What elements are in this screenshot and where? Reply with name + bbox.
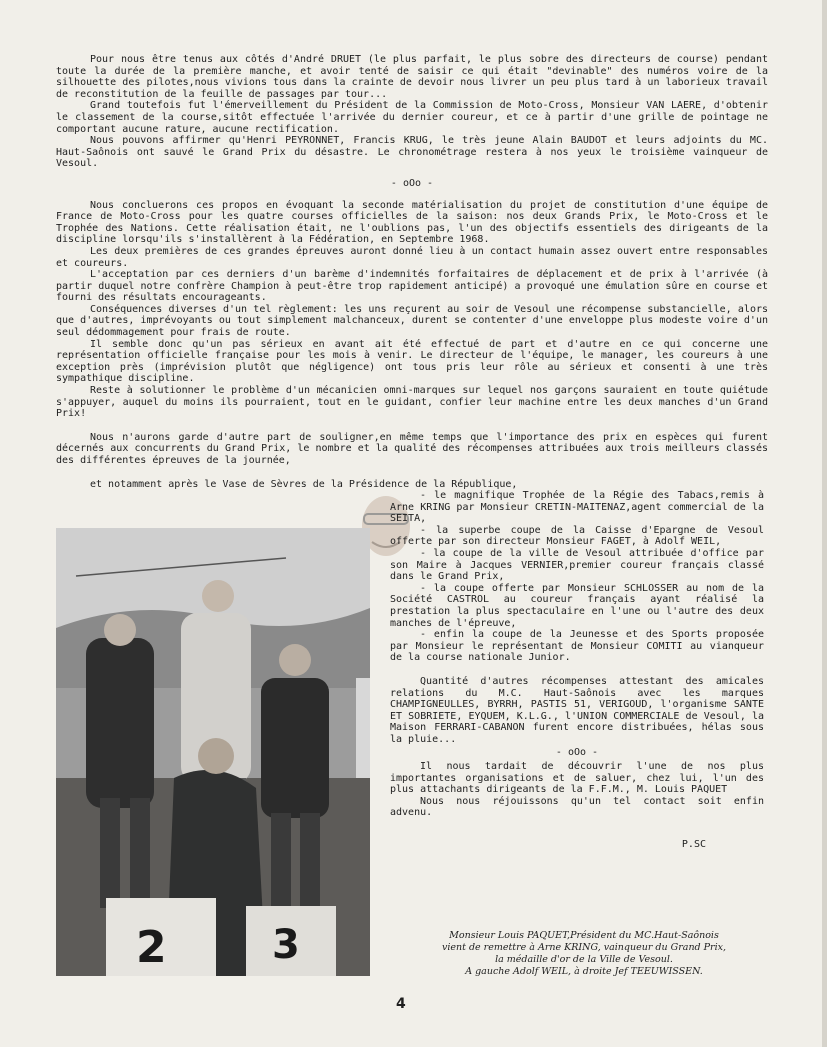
- award-item: - la superbe coupe de la Caisse d'Epargne de Vesoul offerte par son directeur Monsieur FAGET, à Adolf WEIL,: [390, 524, 764, 548]
- author-signature: P.SC: [681, 839, 706, 851]
- paragraph: L'acceptation par ces derniers d'un barème d'indemnités forfaitaires de déplacement et de prix à l'arrivée (à partir duquel notre confrère Champion à peut-être trop rapidement anticipé) a provoqué une émulation sûre en course et fourni des résultats encourageants.: [56, 269, 768, 304]
- caption-line: la médaille d'or de la Ville de Vesoul.: [495, 954, 673, 965]
- paragraph: Grand toutefois fut l'émerveillement du Président de la Commission de Moto-Cross, Monsieur VAN LAERE, d'obtenir le classement de la course,sitôt effectuée l'arrivée du dernier coureur, et ce à partir d'une grille de pointage ne comportant aucune rature, aucune rectification.: [56, 100, 768, 135]
- paragraph: Nous concluerons ces propos en évoquant la seconde matérialisation du projet de constitution d'une équipe de France de Moto-Cross pour les quatre courses officielles de la saison: nos deux Grands Prix, le Moto-Cross et le Trophée des Nations. Cette réalisation était, ne l'oublions pas, l'un des objectifs essentiels des dirigeants de la discipline lorsqu'ils s'installèrent à la Fédération, en Septembre 1968.: [56, 199, 768, 246]
- page-number: 4: [396, 996, 406, 1012]
- podium-number-2: 2: [136, 922, 167, 973]
- podium-photo: [56, 528, 370, 976]
- award-item: - la coupe offerte par Monsieur SCHLOSSER au nom de la Société CASTROL au coureur français ayant réalisé la prestation la plus spectaculaire en l'une ou l'autre des deux manches de l'épreuve,: [390, 582, 764, 629]
- paragraph: Il nous tardait de découvrir l'une de nos plus importantes organisations et de saluer, chez lui, l'un des plus attachants dirigeants de la F.F.M., M. Louis PAQUET: [390, 761, 764, 796]
- paragraph: Pour nous être tenus aux côtés d'André DRUET (le plus parfait, le plus sobre des directeurs de course) pendant toute la durée de la première manche, et avoir tenté de saisir ce qui était "devinable" des numéros voire de la silhouette des pilotes,nous vivions tous dans la crainte de devoir nous livrer un peu plus tard à un laborieux travail de reconstitution de la feuille de passages par tour...: [56, 54, 768, 100]
- podium-number-3: 3: [272, 922, 300, 968]
- paragraph: Nous pouvons affirmer qu'Henri PEYRONNET, Francis KRUG, le très jeune Alain BAUDOT et leurs adjoints du MC. Haut-Saônois ont sauvé le Grand Prix du désastre. Le chronométrage restera à nos yeux le troisième vainqueur de Vesoul.: [56, 135, 768, 170]
- paragraph: Nous nous réjouissons qu'un tel contact soit enfin advenu.: [390, 795, 764, 819]
- award-item: - le magnifique Trophée de la Régie des Tabacs,remis à Arne KRING par Monsieur CRETIN-MAITENAZ,agent commercial de la SEITA,: [390, 490, 764, 525]
- paragraph: Conséquences diverses d'un tel règlement: les uns reçurent au soir de Vesoul une récompense substancielle, alors que d'autres, imprévoyants ou tout simplement malchanceux, durent se contenter d'une enveloppe plus modeste voire d'un seul dédommagement pour frais de route.: [56, 303, 768, 339]
- paragraph: Il semble donc qu'un pas sérieux en avant ait été effectué de part et d'autre en ce qui concerne une représentation officielle française pour les mois à venir. Le directeur de l'équipe, le manager, les coureurs à une exception près (imprévision plutôt que négligence) ont tous pris leur rôle au sérieux et consenti à une très sympathique discipline.: [56, 338, 768, 385]
- caption-line: Monsieur Louis PAQUET,Président du MC.Haut-Saônois: [449, 930, 719, 941]
- paragraph: Quantité d'autres récompenses attestant des amicales relations du M.C. Haut-Saônois avec les marques CHAMPIGNEULLES, BYRRH, PASTIS 51, VERIGOUD, l'organisme SANTE ET SOBRIETE, EYQUEM, K.L.G., l'UNION COMMERCIALE de Vesoul, la Maison FERRARI-CABANON furent encore distribuées, hélas sous la pluie...: [390, 675, 764, 745]
- award-item: - la coupe de la ville de Vesoul attribuée d'office par son Maire à Jacques VERNIER,premier coureur français classé dans le Grand Prix,: [390, 547, 764, 583]
- awards-lead: et notamment après le Vase de Sèvres de la Présidence de la République,: [90, 478, 518, 490]
- paragraph: Reste à solutionner le problème d'un mécanicien omni-marques sur lequel nos garçons sauraient en toute quiétude s'appuyer, auquel du moins ils pourraient, tout en le guidant, confier leur machine entre les deux manches d'un Grand Prix!: [56, 385, 768, 420]
- article-right-column: [390, 490, 764, 851]
- section-separator: - oOo -: [390, 177, 434, 189]
- section-separator: - oOo -: [555, 747, 599, 759]
- article-top-block: [56, 54, 768, 490]
- page-edge: [822, 0, 827, 1047]
- caption-line: vient de remettre à Arne KRING, vainqueur du Grand Prix,: [441, 942, 727, 953]
- paragraph: Nous n'aurons garde d'autre part de souligner,en même temps que l'importance des prix en espèces qui furent décernés aux concurrents du Grand Prix, le nombre et la qualité des récompenses attribuées aux trois meilleurs classés des différentes épreuves de la journée,: [56, 431, 768, 466]
- paragraph: Les deux premières de ces grandes épreuves auront donné lieu à un contact humain assez ouvert entre responsables et coureurs.: [56, 245, 768, 269]
- award-item: - enfin la coupe de la Jeunesse et des Sports proposée par Monsieur le représentant de Monsieur COMITI au vianqueur de la course nationale Junior.: [390, 629, 764, 664]
- caption-line: A gauche Adolf WEIL, à droite Jef TEEUWISSEN.: [465, 966, 703, 977]
- photo-caption: [398, 930, 770, 978]
